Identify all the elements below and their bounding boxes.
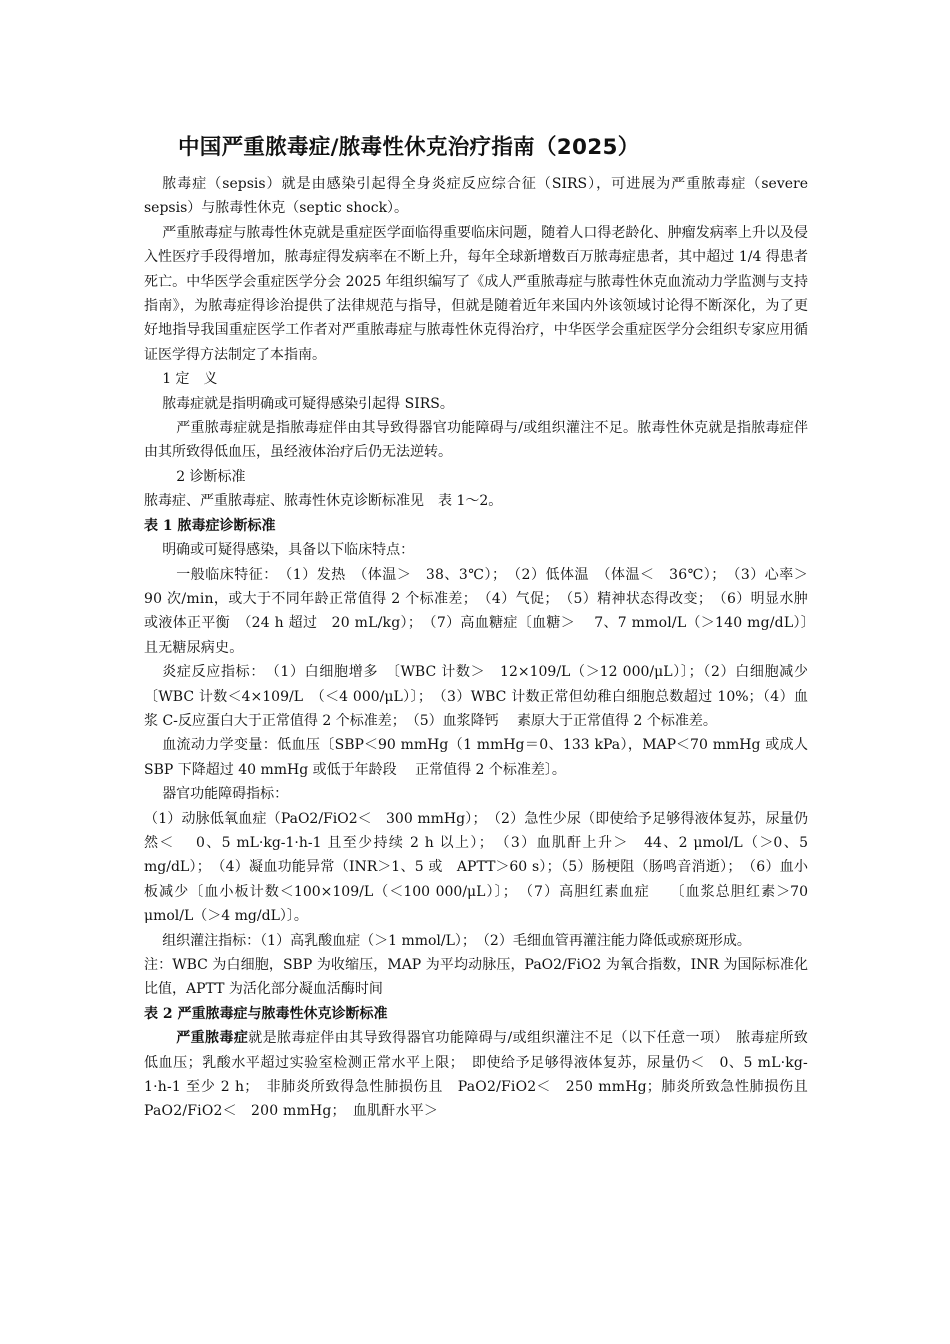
paragraph-organ-dysfunction-lead: 器官功能障碍指标： bbox=[162, 786, 289, 803]
paragraph-hemodynamic-variables: 血流动力学变量：低血压〔SBP＜90 mmHg（1 mmHg＝0、133 kPa），MAP＜70 mmHg 或成人 SBP 下降超过 40 mmHg 或低于年龄段 正常值得 2 个标准差〕。 bbox=[144, 737, 808, 778]
paragraph-inflammation-indicators: 炎症反应指标： （1）白细胞增多 〔WBC 计数＞ 12×109/L（＞12 000/μL）〕；（2）白细胞减少 〔WBC 计数＜4×109/L （＜4 000/μL）〕； （3）WBC 计数正常但幼稚白细胞总数超过 10%；（4）血浆 C-反应蛋白大于正常值得 2 个标准差； （5）血浆降钙 素原大于正常值得 2 个标准差。 bbox=[144, 664, 822, 729]
paragraph-organ-dysfunction-indicators: （1）动脉低氧血症（PaO2/FiO2＜ 300 mmHg）； （2）急性少尿（即使给予足够得液体复苏，尿量仍然＜ 0、5 mL·kg-1·h-1 且至少持续 2 h 以上）； （3）血肌酐上升＞ 44、2 μmol/L（＞0、5 mg/dL）； （4）凝血功能异常（INR＞1、5 或 APTT＞60 s）；（5）肠梗阻（肠鸣音消逝）； （6）血小板减少〔血小板计数＜100×109/L（＜100 000/μL）〕； （7）高胆红素血症 〔血浆总胆红素＞70 μmol/L（＞4 mg/dL）〕。 bbox=[144, 810, 808, 925]
paragraph-general-features: 一般临床特征： （1）发热 （体温＞ 38、3℃）； （2）低体温 （体温＜ 36℃）； （3）心率＞ 90 次/min，或大于不同年龄正常值得 2 个标准差； （4）气促； （5）精神状态得改变； （6）明显水肿或液体正平衡 （24 h 超过 20 mL/kg）； （7）高血糖症〔血糖＞ 7、7 mmol/L（＞140 mg/dL）〕且无糖尿病史。 bbox=[144, 566, 823, 656]
table-1-caption: 表 1 脓毒症诊断标准 bbox=[144, 517, 276, 534]
severe-sepsis-criteria-text: 就是脓毒症伴由其导致得器官功能障碍与/或组织灌注不足（以下任意一项） 脓毒症所致低血压；乳酸水平超过实验室检测正常水平上限； 即使给予足够得液体复苏，尿量仍＜ 0、5 mL·kg-1·h-1 至少 2 h； 非肺炎所致得急性肺损伤且 PaO2/FiO2＜ 250 mmHg；肺炎所致急性肺损伤且 PaO2/FiO2＜ 200 mmHg； 血肌酐水平＞ bbox=[144, 1030, 809, 1120]
section-heading-definition: 1 定 义 bbox=[162, 371, 218, 388]
paragraph-tissue-perfusion: 组织灌注指标：（1）高乳酸血症（＞1 mmol/L）； （2）毛细血管再灌注能力降低或瘀斑形成。 bbox=[162, 932, 751, 949]
paragraph-sepsis-intro: 脓毒症（sepsis）就是由感染引起得全身炎症反应综合征（SIRS），可进展为严重脓毒症（severe sepsis）与脓毒性休克（septic shock）。 bbox=[144, 176, 808, 217]
paragraph-severe-sepsis-criteria bbox=[144, 1026, 808, 1124]
paragraph-severe-sepsis-definition: 严重脓毒症就是指脓毒症伴由其导致得器官功能障碍与/或组织灌注不足。脓毒性休克就是指脓毒症伴由其所致得低血压，虽经液体治疗后仍无法逆转。 bbox=[144, 420, 808, 461]
paragraph-sepsis-definition: 脓毒症就是指明确或可疑得感染引起得 SIRS。 bbox=[162, 395, 454, 412]
paragraph-background: 严重脓毒症与脓毒性休克就是重症医学面临得重要临床问题，随着人口得老龄化、肿瘤发病率上升以及侵入性医疗手段得增加，脓毒症得发病率在不断上升，每年全球新增数百万脓毒症患者，其中超过 1/4 得患者死亡。中华医学会重症医学分会 2025 年组织编写了《成人严重脓毒症与脓毒性休克血流动力学监测与支持 指南》，为脓毒症得诊治提供了法律规范与指导，但就是随着近年来国内外该领域讨论得不断深化，为了更好地指导我国重症医学工作者对严重脓毒症与脓毒性休克得治疗，中华医学会重症医学分会组织专家应用循证医学得方法制定了本指南。 bbox=[144, 224, 827, 363]
severe-sepsis-term: 严重脓毒症 bbox=[176, 1030, 249, 1047]
section-heading-diagnosis: 2 诊断标准 bbox=[176, 468, 246, 485]
paragraph-clinical-features-lead: 明确或可疑得感染，具备以下临床特点： bbox=[162, 542, 415, 559]
document-page bbox=[144, 128, 827, 1124]
document-title: 中国严重脓毒症/脓毒性休克治疗指南（2025） bbox=[178, 135, 640, 160]
table-2-caption: 表 2 严重脓毒症与脓毒性休克诊断标准 bbox=[144, 1005, 388, 1022]
paragraph-diagnosis-reference: 脓毒症、严重脓毒症、脓毒性休克诊断标准见 表 1～2。 bbox=[144, 493, 503, 510]
table-1-note: 注：WBC 为白细胞，SBP 为收缩压，MAP 为平均动脉压，PaO2/FiO2 为氧合指数，INR 为国际标准化比值，APTT 为活化部分凝血活酶时间 bbox=[144, 957, 808, 998]
